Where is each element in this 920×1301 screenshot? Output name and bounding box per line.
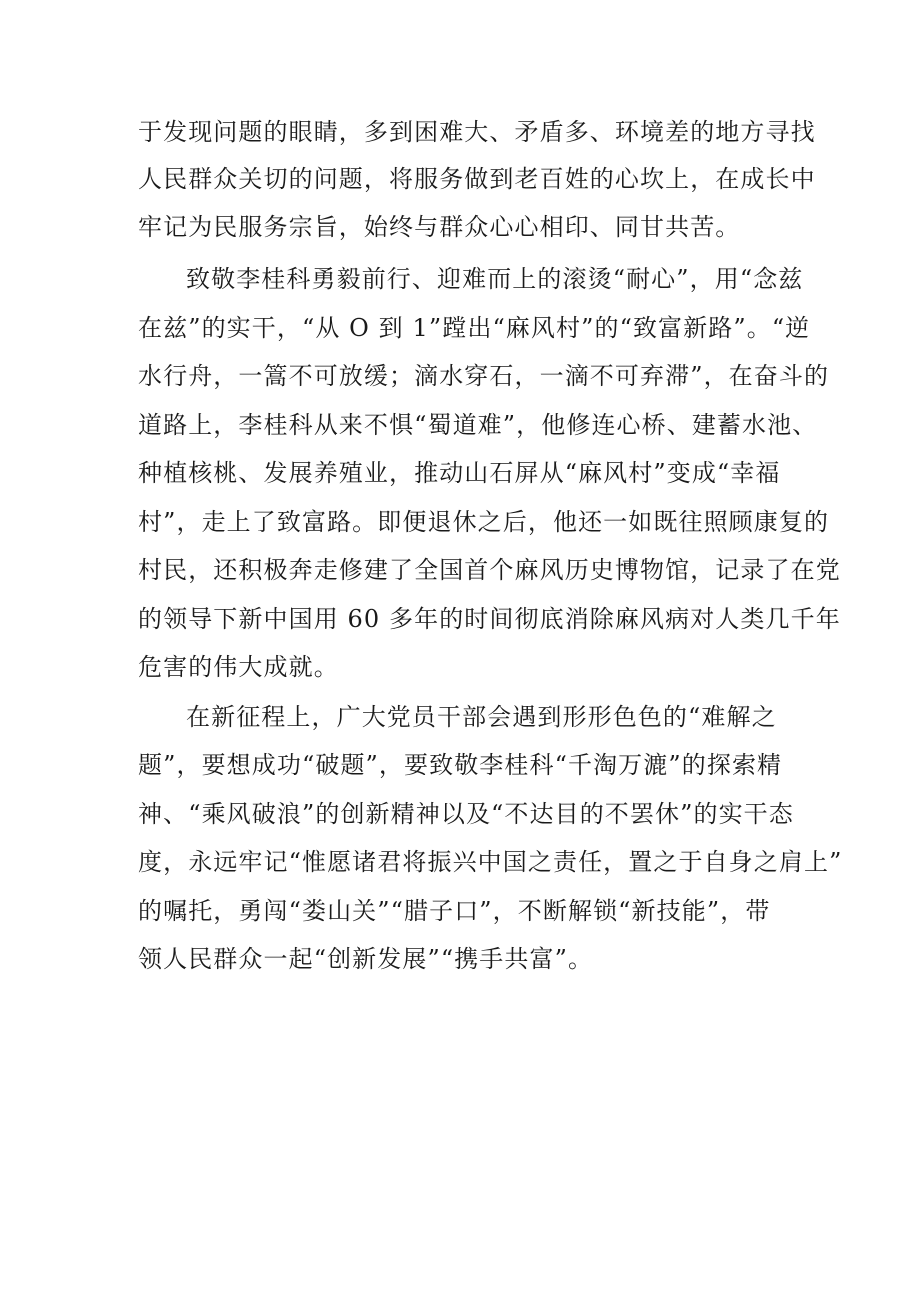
paragraph-3-line-1: 在新征程上，广大党员干部会遇到形形色色的“难解之 bbox=[186, 703, 777, 731]
paragraph-2-line-2: 在兹”的实干，“从 O 到 1”蹚出“麻风村”的“致富新路”。“逆 bbox=[138, 314, 811, 342]
paragraph-2-line-9: 危害的伟大成就。 bbox=[138, 653, 339, 681]
paragraph-1-line-1: 于发现问题的眼睛，多到困难大、矛盾多、环境差的地方寻找 bbox=[138, 118, 816, 146]
paragraph-1-line-3: 牢记为民服务宗旨，始终与群众心心相印、同甘共苦。 bbox=[138, 213, 741, 241]
paragraph-3-line-5: 的嘱托，勇闯“娄山关”“腊子口”，不断解锁“新技能”，带 bbox=[138, 897, 771, 925]
paragraph-2-line-3: 水行舟，一篙不可放缓；滴水穿石，一滴不可弃滞”，在奋斗的 bbox=[138, 362, 830, 390]
paragraph-2-line-8: 的领导下新中国用 60 多年的时间彻底消除麻风病对人类几千年 bbox=[138, 605, 841, 633]
paragraph-3-line-6: 领人民群众一起“创新发展”“携手共富”。 bbox=[138, 945, 594, 973]
paragraph-3-line-4: 度，永远牢记“惟愿诸君将振兴中国之责任，置之于自身之肩上” bbox=[138, 848, 843, 876]
paragraph-3-line-2: 题”，要想成功“破题”，要致敬李桂科“千淘万漉”的探索精 bbox=[138, 751, 783, 779]
paragraph-1-line-2: 人民群众关切的问题，将服务做到老百姓的心坎上，在成长中 bbox=[138, 165, 816, 193]
paragraph-2-line-1: 致敬李桂科勇毅前行、迎难而上的滚烫“耐心”，用“念兹 bbox=[186, 265, 804, 293]
paragraph-2-line-5: 种植核桃、发展养殖业，推动山石屏从“麻风村”变成“幸福 bbox=[138, 459, 781, 487]
paragraph-3-line-3: 神、“乘风破浪”的创新精神以及“不达目的不罢休”的实干态 bbox=[138, 800, 794, 828]
paragraph-2-line-7: 村民，还积极奔走修建了全国首个麻风历史博物馆，记录了在党 bbox=[138, 556, 841, 584]
paragraph-2-line-4: 道路上，李桂科从来不惧“蜀道难”，他修连心桥、建蓄水池、 bbox=[138, 411, 818, 439]
paragraph-2-line-6: 村”，走上了致富路。即便退休之后，他还一如既往照顾康复的 bbox=[138, 508, 830, 536]
